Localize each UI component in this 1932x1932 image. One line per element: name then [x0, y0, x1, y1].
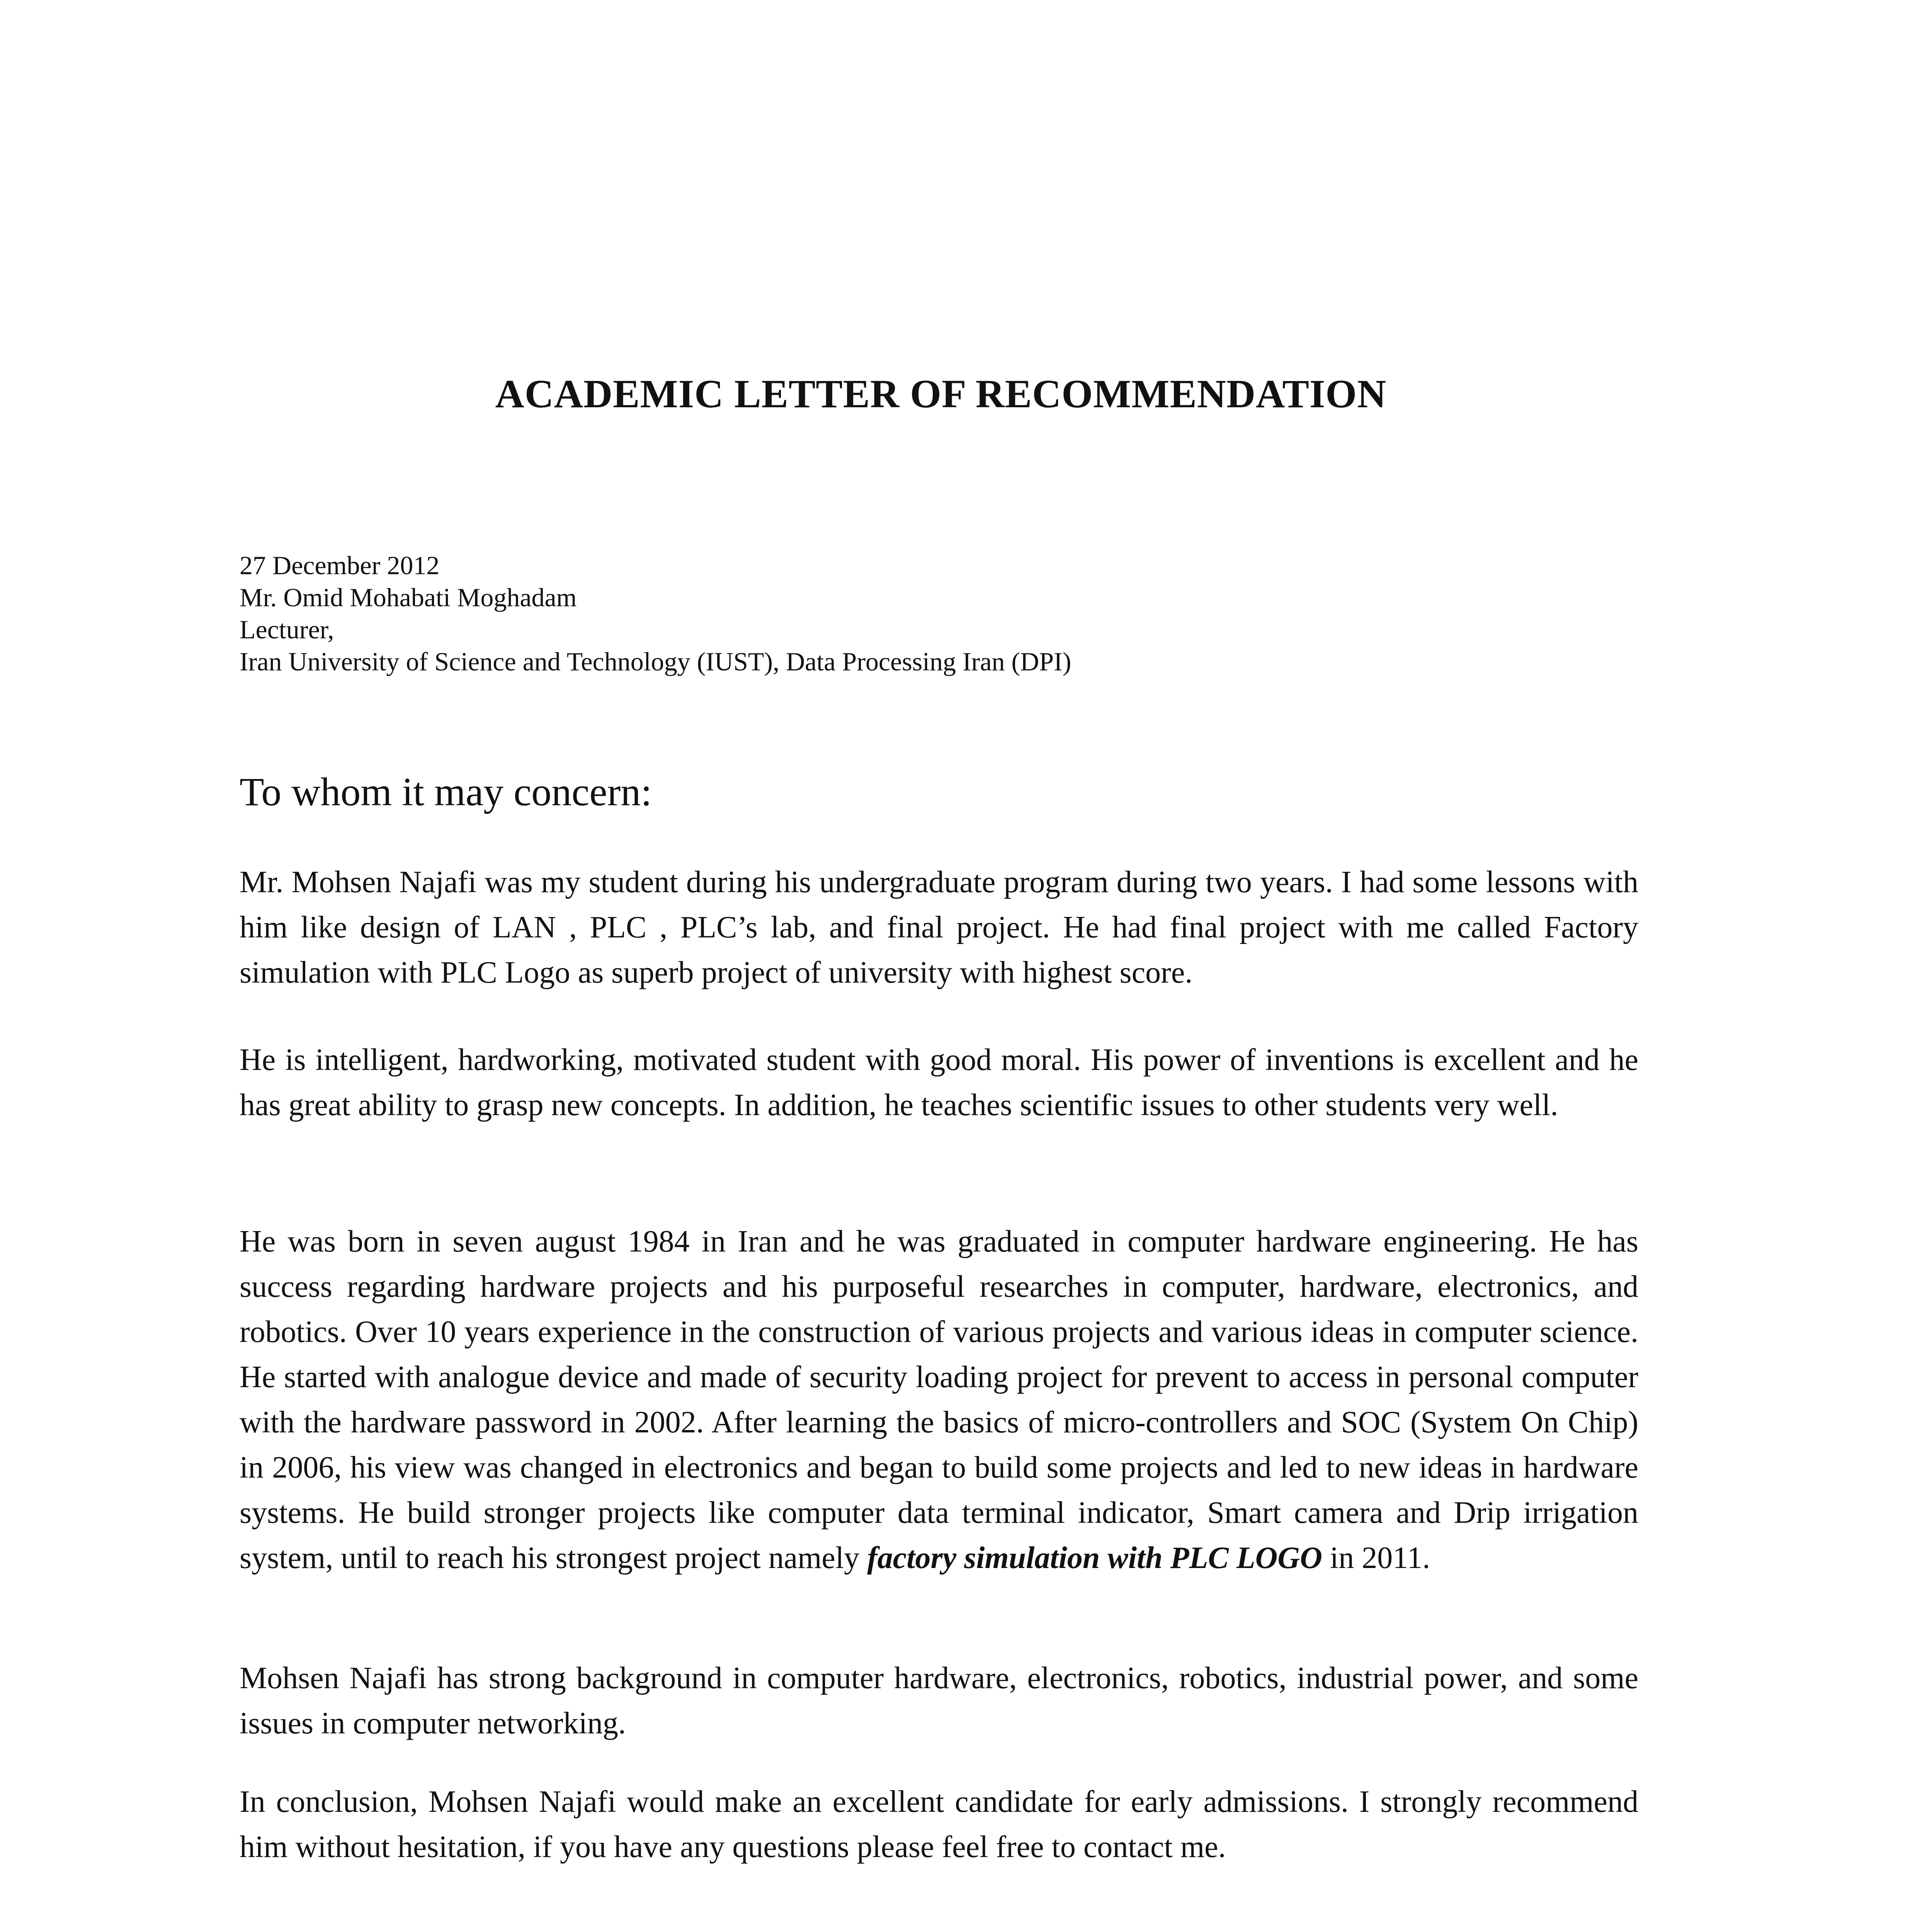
body-paragraph-1: Mr. Mohsen Najafi was my student during his undergraduate program during two years. I had some lessons with him like design of LAN , PLC , PLC’s lab, and final project. He had final project with me called Factory simulation with PLC Logo as superb project of university with highest score.: [240, 865, 1638, 990]
body-paragraph-4: Mohsen Najafi has strong background in computer hardware, electronics, robotics, industrial power, and some issues in computer networking.: [240, 1661, 1638, 1740]
author-name: Mr. Omid Mohabati Moghadam: [240, 583, 577, 612]
salutation: To whom it may concern:: [240, 770, 652, 814]
letter-date: 27 December 2012: [240, 551, 440, 580]
paragraph-3-text-end: in 2011.: [1322, 1541, 1430, 1575]
body-paragraph-2: He is intelligent, hardworking, motivated student with good moral. His power of inventions is excellent and he has great ability to grasp new concepts. In addition, he teaches scientific issues to other students very well.: [240, 1043, 1638, 1122]
letter-header: [240, 549, 1071, 678]
body-paragraph-3: [240, 1219, 1638, 1581]
letter-title: ACADEMIC LETTER OF RECOMMENDATION: [495, 372, 1387, 416]
paragraph-3-text-start: He was born in seven august 1984 in Iran and he was graduated in computer hardware engineering. He has success regarding hardware projects and his purposeful researches in computer, hardware, electronics, and robotics. Over 10 years experience in the construction of various projects and various ideas in computer science. He started with analogue device and made of security loading project for prevent to access in personal computer with the hardware password in 2002. After learning the basics of micro-controllers and SOC (System On Chip) in 2006, his view was changed in electronics and began to build some projects and led to new ideas in hardware systems. He build stronger projects like computer data terminal indicator, Smart camera and Drip irrigation system, until to reach his strongest project namely: [240, 1225, 1638, 1575]
body-paragraph-5: In conclusion, Mohsen Najafi would make an excellent candidate for early admissions. I strongly recommend him without hesitation, if you have any questions please feel free to contact me.: [240, 1785, 1638, 1864]
author-institution: Iran University of Science and Technology (IUST), Data Processing Iran (DPI): [240, 647, 1071, 676]
author-position: Lecturer,: [240, 615, 334, 644]
project-name-emphasis: factory simulation with PLC LOGO: [867, 1541, 1322, 1575]
